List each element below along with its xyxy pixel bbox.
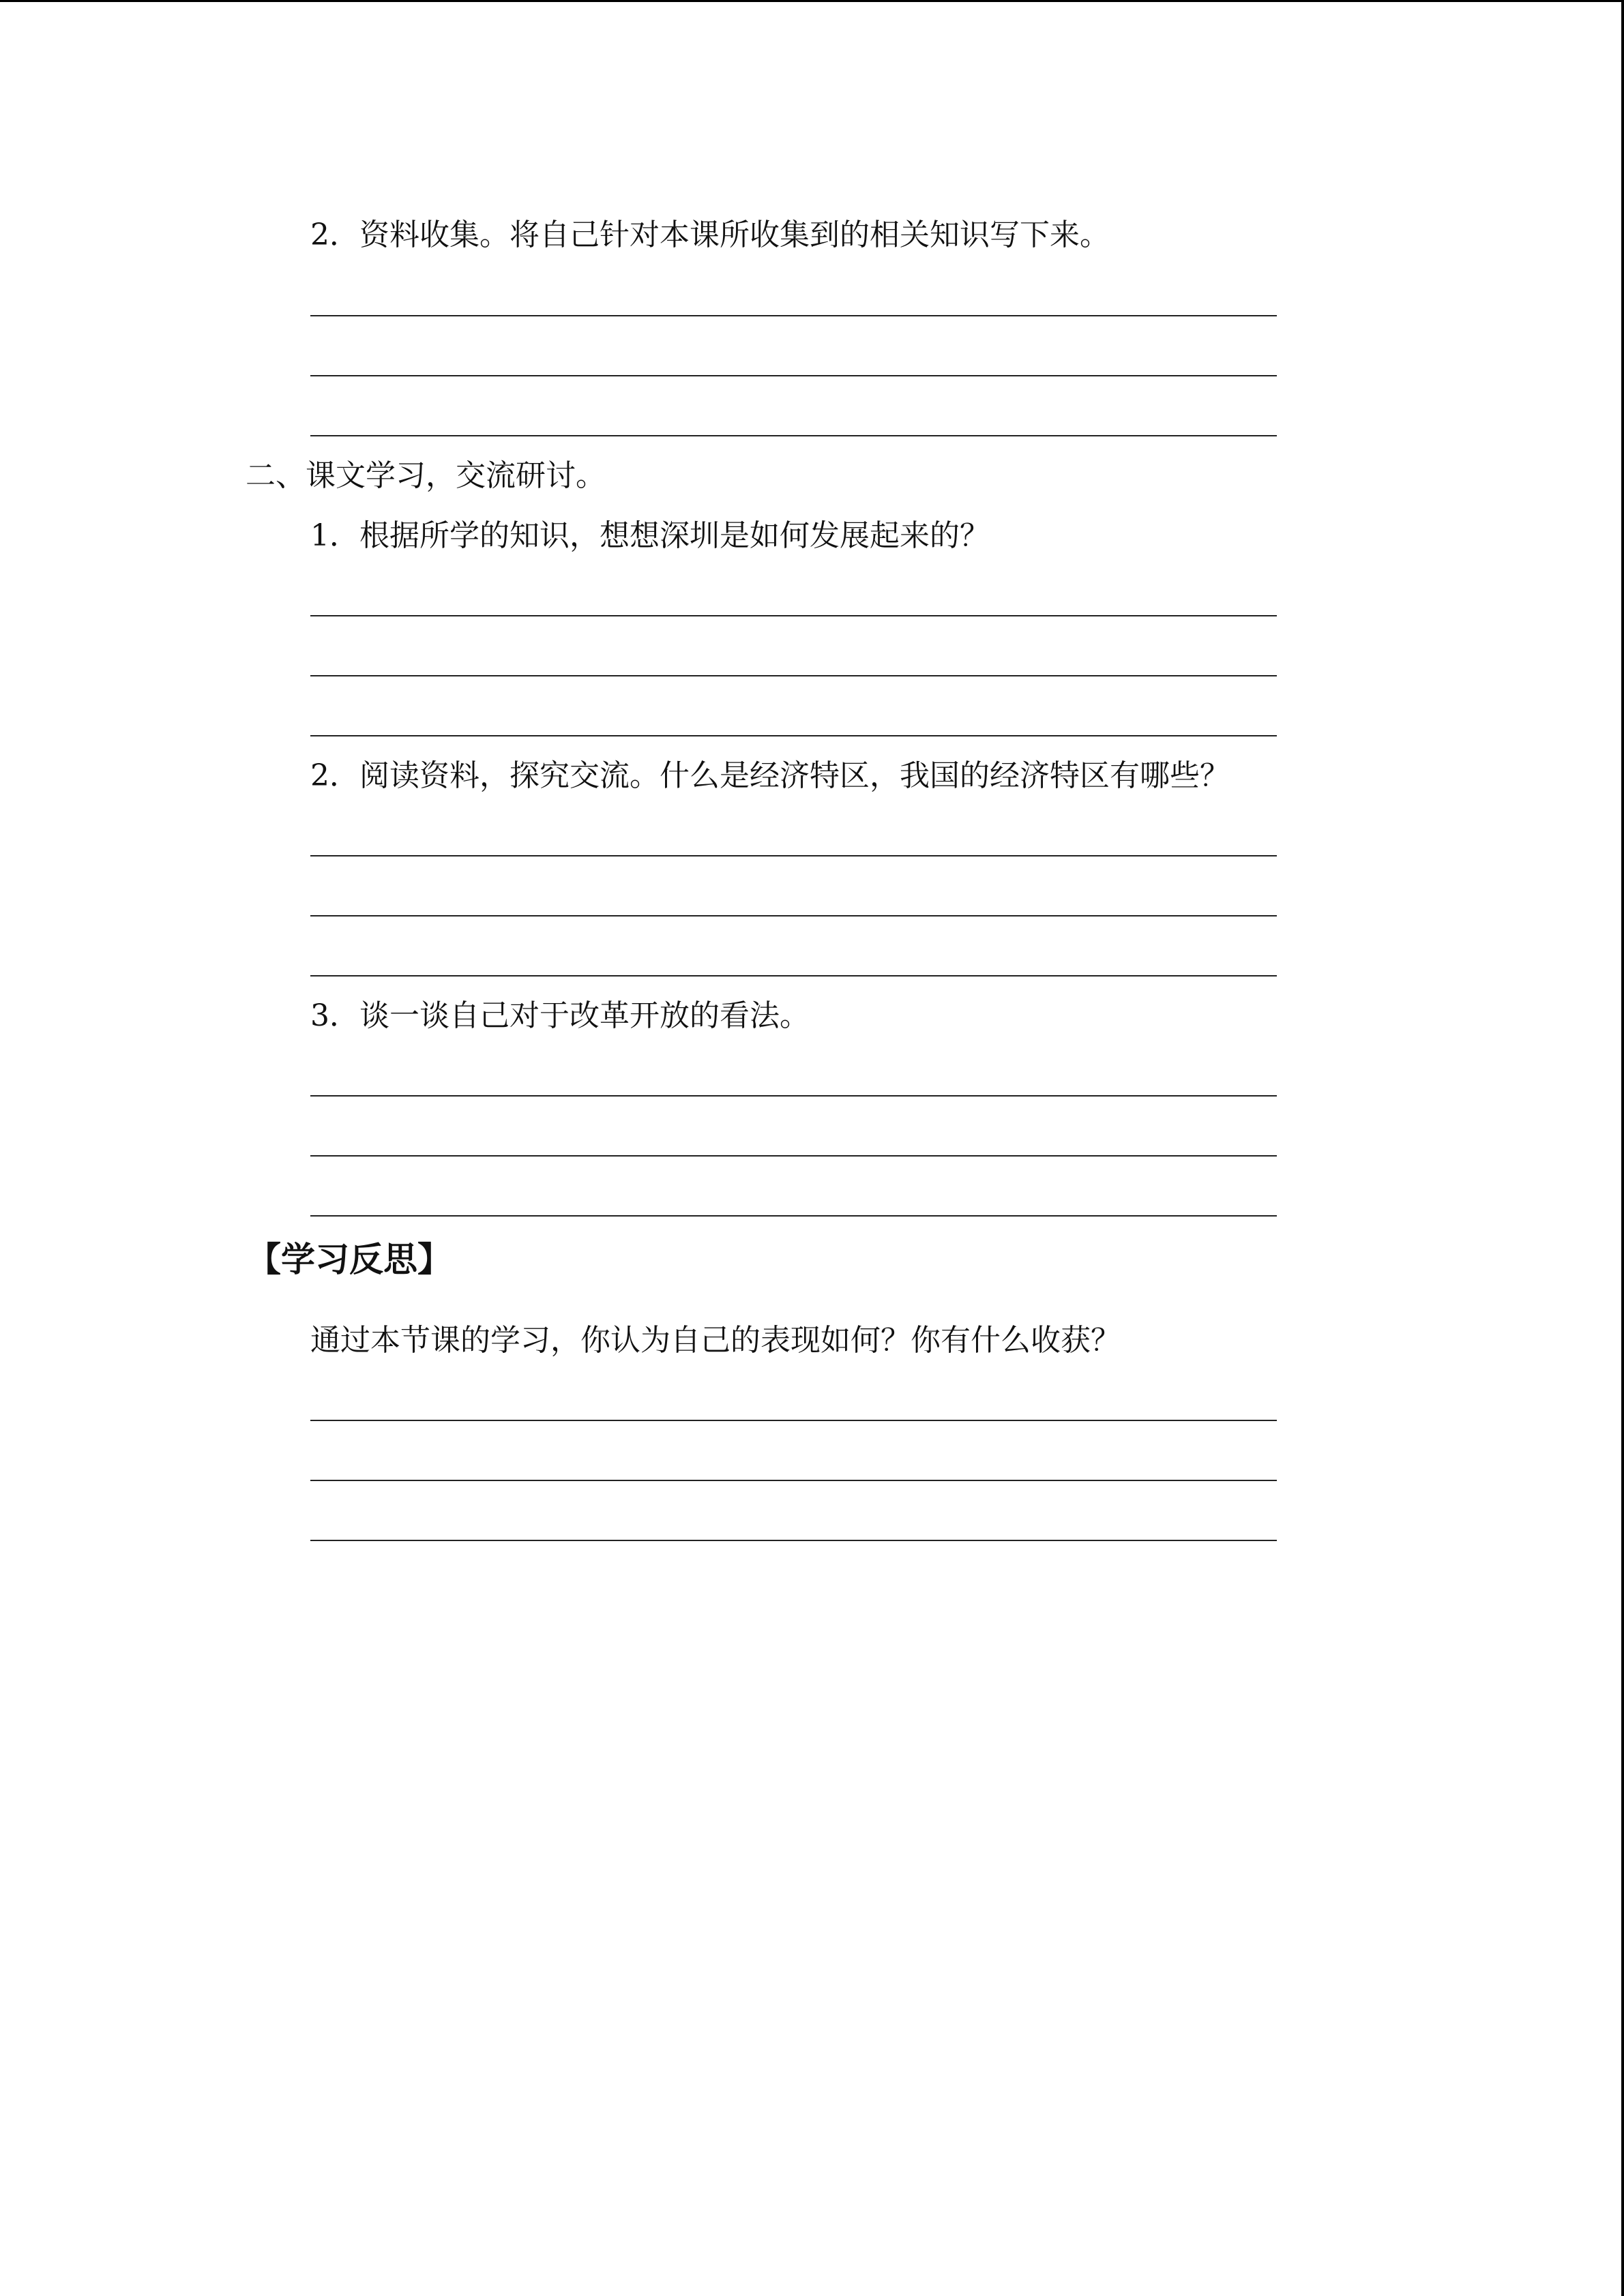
answer-line[interactable] [310,855,1277,856]
answer-line[interactable] [310,1215,1277,1217]
answer-line[interactable] [310,315,1277,316]
question-reform-opening-view: 3．谈一谈自己对于改革开放的看法。 [310,998,810,1033]
answer-line[interactable] [310,1420,1277,1421]
answer-line[interactable] [310,1095,1277,1097]
answer-line[interactable] [310,375,1277,376]
answer-line[interactable] [310,615,1277,616]
answer-line[interactable] [310,1540,1277,1541]
question-shenzhen-development: 1．根据所学的知识，想想深圳是如何发展起来的？ [310,518,990,553]
answer-line[interactable] [310,975,1277,976]
reflection-heading: 【学习反思】 [247,1240,452,1279]
answer-line[interactable] [310,1480,1277,1481]
answer-line[interactable] [310,1155,1277,1157]
answer-line[interactable] [310,675,1277,676]
reflection-prompt: 通过本节课的学习，你认为自己的表现如何？你有什么收获？ [310,1323,1121,1358]
answer-line[interactable] [310,735,1277,736]
answer-line[interactable] [310,435,1277,436]
page-border-right [1621,0,1624,2296]
section-title-text-study: 二、课文学习，交流研讨。 [246,458,606,493]
question-collect-materials: 2．资料收集。将自己针对本课所收集到的相关知识写下来。 [310,218,1110,252]
page-border-top [0,0,1624,2]
question-special-economic-zones: 2．阅读资料，探究交流。什么是经济特区，我国的经济特区有哪些？ [310,758,1230,793]
answer-line[interactable] [310,915,1277,916]
